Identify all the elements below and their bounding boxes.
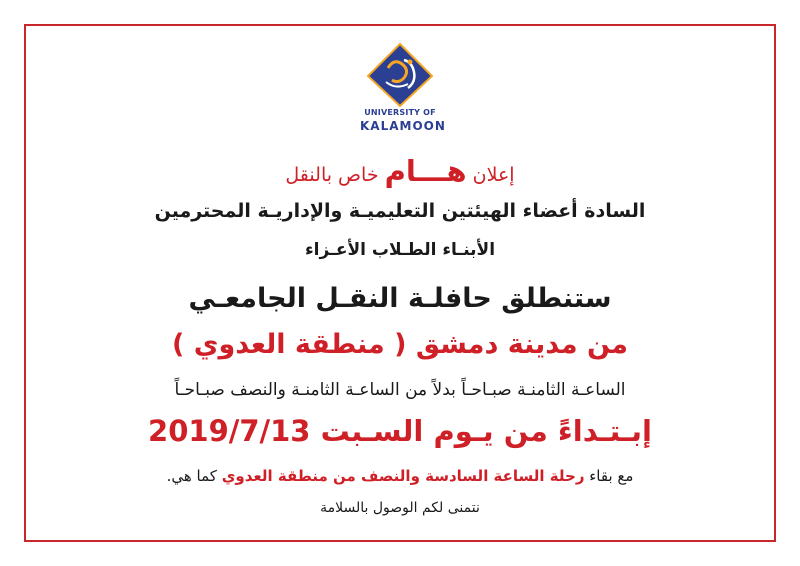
logo-text-line2: KALAMOON xyxy=(360,119,446,133)
heading-part1: إعلان xyxy=(472,164,515,186)
heading-part2: خاص بالنقل xyxy=(285,164,379,186)
logo-emblem xyxy=(360,42,440,108)
bus-notice: ستنطلق حافلـة النقـل الجامعـي xyxy=(188,283,612,314)
origin-location: من مدينة دمشق ( منطقة العدوي ) xyxy=(172,329,628,360)
addressee-staff: السادة أعضاء الهيئتين التعليميـة والإداريـة المحترمين xyxy=(154,200,646,222)
note-highlight: رحلة الساعة السادسة والنصف من منطقة العدوي xyxy=(221,467,585,485)
note-suffix: كما هي. xyxy=(166,467,217,485)
start-date: إبـتـداءً من يـوم السـبت 2019/7/13 xyxy=(148,414,652,448)
university-logo xyxy=(360,42,446,134)
time-change: الساعـة الثامنـة صبـاحـاً بدلاً من الساعـة الثامنـة والنصف صبـاحـاً xyxy=(174,380,626,400)
heading-emphasis: هـــام xyxy=(384,154,467,188)
note-prefix: مع بقاء xyxy=(589,467,634,485)
announcement-heading xyxy=(0,154,800,188)
note-line xyxy=(0,467,800,485)
addressee-students: الأبنـاء الطـلاب الأعـزاء xyxy=(304,240,496,260)
logo-text-line1: UNIVERSITY OF xyxy=(364,108,436,117)
closing-wish: نتمنى لكم الوصول بالسلامة xyxy=(320,500,480,516)
